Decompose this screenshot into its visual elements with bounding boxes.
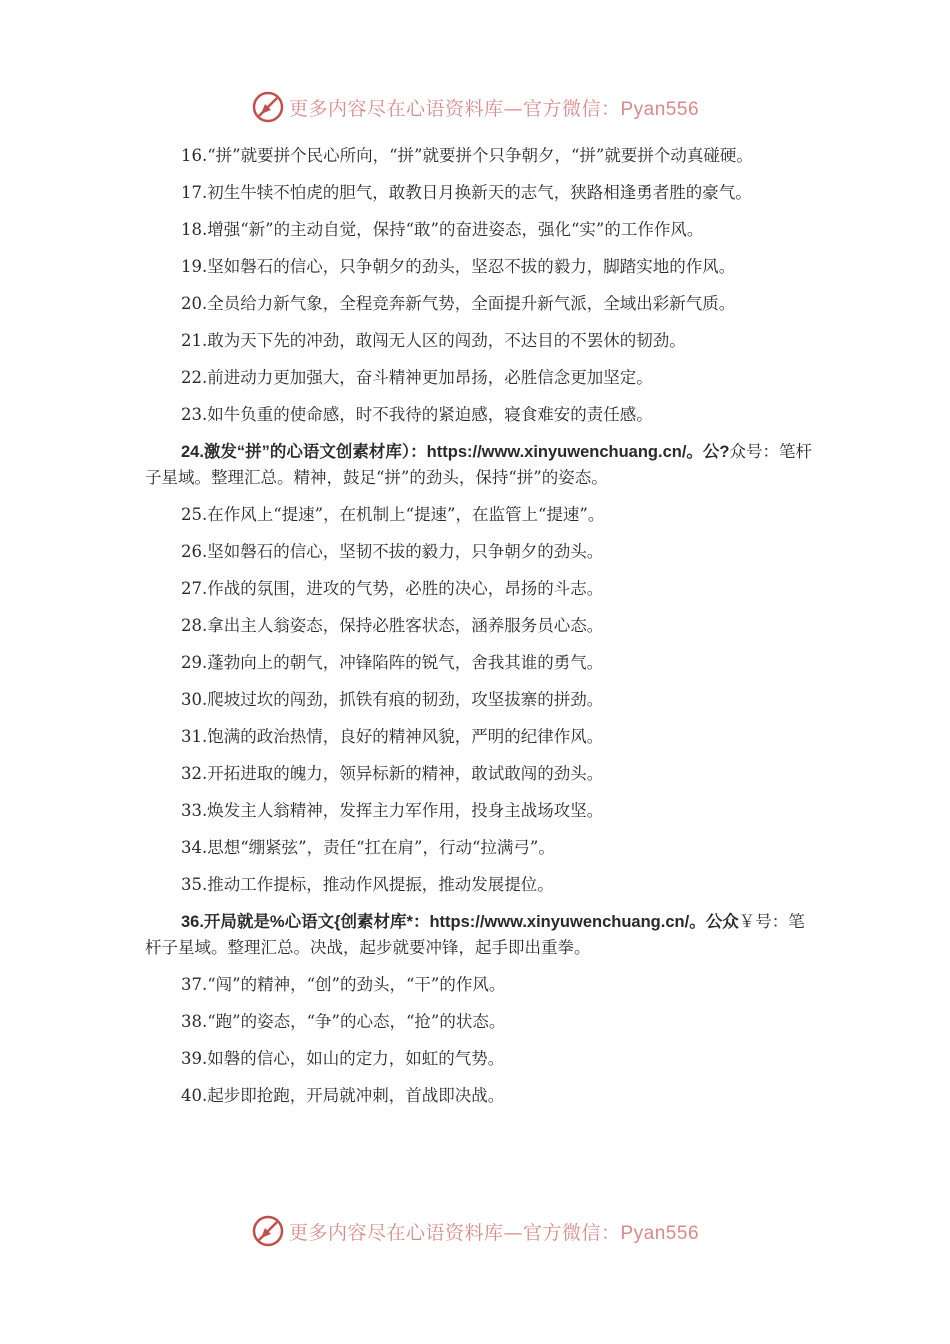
- list-item-watermarked: [145, 909, 820, 961]
- list-item: 17.初生牛犊不怕虎的胆气，敢教日月换新天的志气，狭路相逢勇者胜的豪气。: [181, 183, 752, 202]
- list-item: 21.敢为天下先的冲劲，敢闯无人区的闯劲，不达目的不罢休的韧劲。: [181, 331, 686, 350]
- header-wechat: Pyan556: [620, 98, 700, 120]
- list-item: 16.“拼”就要拼个民心所向，“拼”就要拼个只争朝夕，“拼”就要拼个动真碰硬。: [181, 146, 753, 165]
- list-item: 30.爬坡过坎的闯劲，抓铁有痕的韧劲，攻坚拔寨的拼劲。: [181, 690, 604, 709]
- list-item: 37.“闯”的精神，“创”的劲头，“干”的作风。: [181, 975, 506, 994]
- header-text: 更多内容尽在心语资料库—官方微信：: [288, 97, 621, 120]
- pen-logo-icon: [251, 1214, 285, 1248]
- list-item: 32.开拓进取的魄力，领异标新的精神，敢试敢闯的劲头。: [181, 764, 604, 783]
- list-item: 29.蓬勃向上的朝气，冲锋陷阵的锐气，舍我其谁的勇气。: [181, 653, 604, 672]
- list-item: 28.拿出主人翁姿态，保持必胜客状态，涵养服务员心态。: [181, 616, 604, 635]
- list-item: 22.前进动力更加强大，奋斗精神更加昂扬，必胜信念更加坚定。: [181, 368, 653, 387]
- pen-logo-icon: [251, 90, 285, 124]
- header-banner: [0, 87, 950, 127]
- list-item: 20.全员给力新气象，全程竞奔新气势，全面提升新气派，全域出彩新气质。: [181, 294, 736, 313]
- watermark-link-text: 36.开局就是%心语文{创素材库*：https://www.xinyuwenchuang.cn/。公众: [181, 913, 739, 931]
- document-body: [145, 143, 820, 1120]
- list-item: 25.在作风上“提速”，在机制上“提速”，在监管上“提速”。: [181, 505, 605, 524]
- list-item: 39.如磐的信心，如山的定力，如虹的气势。: [181, 1049, 505, 1068]
- list-item: 19.坚如磐石的信心，只争朝夕的劲头，坚忍不拔的毅力，脚踏实地的作风。: [181, 257, 736, 276]
- list-item: 26.坚如磐石的信心，坚韧不拔的毅力，只争朝夕的劲头。: [181, 542, 604, 561]
- list-item: 40.起步即抢跑，开局就冲刺，首战即决战。: [181, 1086, 505, 1105]
- list-item: 18.增强“新”的主动自觉，保持“敢”的奋进姿态，强化“实”的工作作风。: [181, 220, 704, 239]
- list-item-rest: 众号：笔杆子星域。整理汇总。精神，鼓足“拼”的劲头，保持“拼”的姿态。: [145, 442, 813, 487]
- list-item: 33.焕发主人翁精神，发挥主力军作用，投身主战场攻坚。: [181, 801, 604, 820]
- list-item: 27.作战的氛围，进攻的气势，必胜的决心，昂扬的斗志。: [181, 579, 604, 598]
- footer-text: 更多内容尽在心语资料库—官方微信：: [288, 1221, 621, 1244]
- footer-banner: [0, 1211, 950, 1251]
- list-item: 35.推动工作提标，推动作风提振，推动发展提位。: [181, 875, 554, 894]
- list-item: 23.如牛负重的使命感，时不我待的紧迫感，寝食难安的责任感。: [181, 405, 653, 424]
- list-item: 31.饱满的政治热情，良好的精神风貌，严明的纪律作风。: [181, 727, 604, 746]
- list-item: 34.思想“绷紧弦”，责任“扛在肩”，行动“拉满弓”。: [181, 838, 555, 857]
- watermark-link-text: 24.激发“拼”的心语文创素材库）：https://www.xinyuwenchuang.cn/。公?: [181, 443, 730, 461]
- footer-wechat: Pyan556: [620, 1222, 700, 1244]
- list-item-watermarked: [145, 439, 820, 491]
- list-item: 38.“跑”的姿态，“争”的心态，“抢”的状态。: [181, 1012, 506, 1031]
- list-item-rest: ￥号：笔杆子星域。整理汇总。决战，起步就要冲锋，起手即出重拳。: [145, 912, 805, 957]
